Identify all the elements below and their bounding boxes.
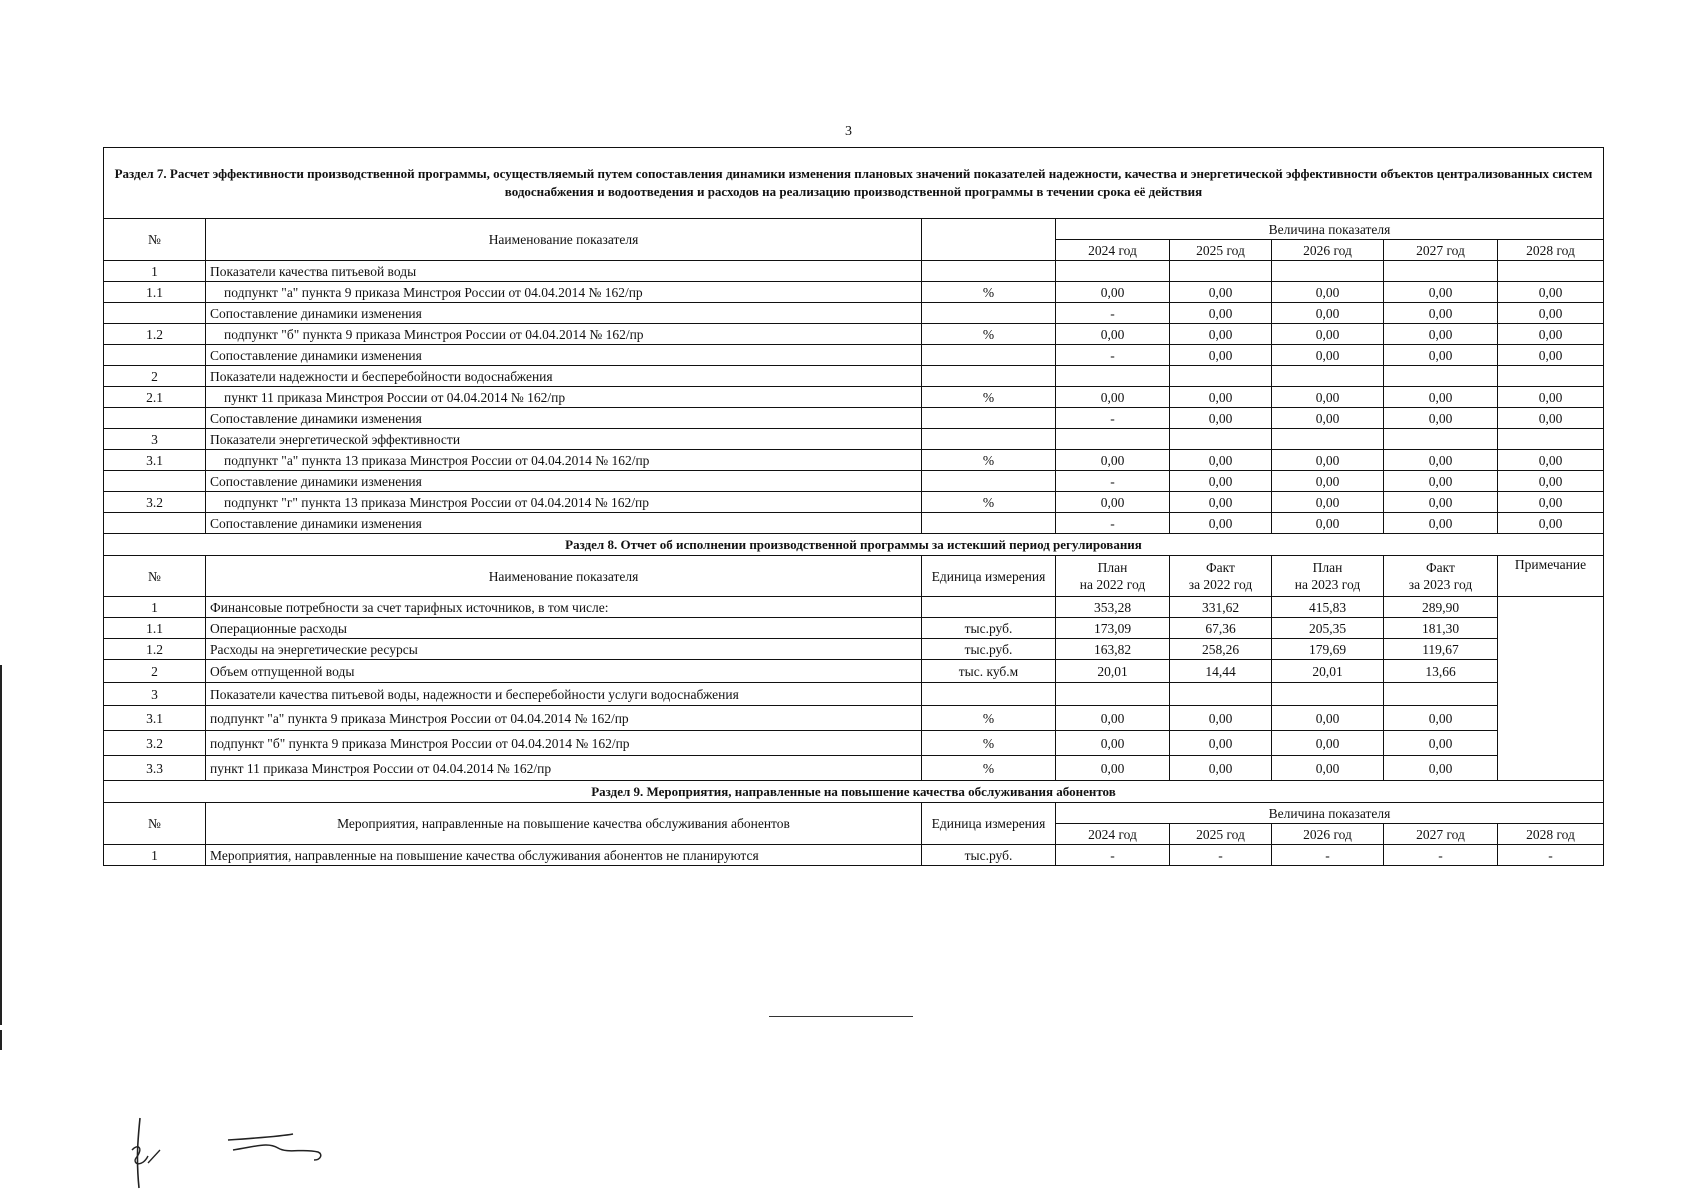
s8-row-unit: %: [922, 706, 1056, 731]
binding-margin-line: [0, 665, 2, 1025]
s8-row-value: 179,69: [1272, 639, 1384, 660]
s7-row-unit: [922, 345, 1056, 366]
s7-row-name: подпункт "а" пункта 9 приказа Минстроя России от 04.04.2014 № 162/пр: [206, 282, 922, 303]
closing-line: [769, 1016, 913, 1017]
s8-row-unit: [922, 597, 1056, 618]
s7-row-value: 0,00: [1272, 324, 1384, 345]
s8-fact-label-2: Факт: [1426, 560, 1455, 575]
s8-row-value: 289,90: [1384, 597, 1498, 618]
s7-row-value: [1272, 366, 1384, 387]
s9-year-0: 2024 год: [1056, 824, 1170, 845]
s8-row-no: 3.3: [104, 756, 206, 781]
s7-row-value: 0,00: [1272, 345, 1384, 366]
s7-table-row: [104, 429, 1604, 450]
s7-row-value: 0,00: [1384, 387, 1498, 408]
s7-row-value: [1170, 261, 1272, 282]
s8-row-no: 3.1: [104, 706, 206, 731]
s9-table-row: [104, 845, 1604, 866]
s8-row-unit: %: [922, 756, 1056, 781]
s7-row-value: 0,00: [1272, 471, 1384, 492]
s8-row-name: подпункт "б" пункта 9 приказа Минстроя России от 04.04.2014 № 162/пр: [206, 731, 922, 756]
report-table-frame: [103, 147, 1603, 866]
s7-col-value: Величина показателя: [1056, 219, 1604, 240]
s8-col-fact-2022: [1170, 556, 1272, 597]
handwritten-signature-marks: [118, 1098, 358, 1198]
s8-row-name: Операционные расходы: [206, 618, 922, 639]
s8-row-value: [1170, 683, 1272, 706]
s8-row-name: Финансовые потребности за счет тарифных источников, в том числе:: [206, 597, 922, 618]
s7-row-value: [1272, 261, 1384, 282]
s7-row-value: 0,00: [1384, 408, 1498, 429]
s7-col-no: №: [104, 219, 206, 261]
s8-row-value: 0,00: [1384, 731, 1498, 756]
s7-table-row: [104, 408, 1604, 429]
s7-row-no: 1: [104, 261, 206, 282]
s7-row-value: 0,00: [1170, 324, 1272, 345]
s7-row-value: [1498, 429, 1604, 450]
s8-row-value: 0,00: [1272, 731, 1384, 756]
s7-row-value: [1384, 366, 1498, 387]
s8-table-row: [104, 706, 1604, 731]
s7-table-row: [104, 513, 1604, 534]
s7-row-value: 0,00: [1056, 324, 1170, 345]
s7-table-row: [104, 471, 1604, 492]
s7-table-row: [104, 450, 1604, 471]
s7-row-value: 0,00: [1498, 450, 1604, 471]
s7-row-name: Показатели качества питьевой воды: [206, 261, 922, 282]
s8-col-plan-2022: [1056, 556, 1170, 597]
s8-row-value: 0,00: [1170, 706, 1272, 731]
s7-row-value: 0,00: [1170, 408, 1272, 429]
s7-row-no: 3.1: [104, 450, 206, 471]
s7-table-row: [104, 261, 1604, 282]
s8-row-value: 415,83: [1272, 597, 1384, 618]
s7-row-value: [1384, 261, 1498, 282]
s7-year-4: 2028 год: [1498, 240, 1604, 261]
s7-row-unit: %: [922, 450, 1056, 471]
s8-period-2022: на 2022 год: [1079, 577, 1146, 592]
s8-row-no: 1.1: [104, 618, 206, 639]
s7-row-value: [1498, 261, 1604, 282]
s9-row-value: -: [1384, 845, 1498, 866]
s7-table-row: [104, 492, 1604, 513]
page-number: 3: [845, 124, 852, 139]
binding-margin-mark: [0, 1030, 2, 1050]
s9-row-no: 1: [104, 845, 206, 866]
s7-row-unit: [922, 513, 1056, 534]
s7-table-row: [104, 303, 1604, 324]
s7-row-value: -: [1056, 513, 1170, 534]
s7-row-value: 0,00: [1384, 450, 1498, 471]
s7-row-no: [104, 471, 206, 492]
s7-row-value: 0,00: [1272, 387, 1384, 408]
s8-row-value: 353,28: [1056, 597, 1170, 618]
report-table-body: [104, 148, 1604, 866]
s7-row-name: Сопоставление динамики изменения: [206, 513, 922, 534]
s8-note-cell: [1498, 597, 1604, 781]
s8-col-unit: Единица измерения: [922, 556, 1056, 597]
s9-year-3: 2027 год: [1384, 824, 1498, 845]
s7-col-name: Наименование показателя: [206, 219, 922, 261]
s8-row-value: 0,00: [1272, 706, 1384, 731]
s7-row-value: -: [1056, 345, 1170, 366]
s7-row-value: 0,00: [1498, 387, 1604, 408]
s7-row-name: Показатели надежности и бесперебойности водоснабжения: [206, 366, 922, 387]
s8-row-no: 1: [104, 597, 206, 618]
s8-row-name: Показатели качества питьевой воды, надежности и бесперебойности услуги водоснабжения: [206, 683, 922, 706]
s8-row-value: 0,00: [1056, 731, 1170, 756]
s7-row-value: 0,00: [1272, 492, 1384, 513]
s9-col-value: Величина показателя: [1056, 803, 1604, 824]
s8-row-value: [1272, 683, 1384, 706]
s8-row-unit: тыс.руб.: [922, 639, 1056, 660]
s7-row-value: 0,00: [1498, 471, 1604, 492]
s7-row-value: [1056, 261, 1170, 282]
s8-col-plan-2023: [1272, 556, 1384, 597]
s7-row-no: 3.2: [104, 492, 206, 513]
s7-row-value: [1384, 429, 1498, 450]
s7-row-no: [104, 408, 206, 429]
s7-row-value: 0,00: [1384, 471, 1498, 492]
s8-plan-label-1: План: [1097, 560, 1128, 575]
s7-table-row: [104, 366, 1604, 387]
s7-row-value: 0,00: [1056, 450, 1170, 471]
s9-year-2: 2026 год: [1272, 824, 1384, 845]
s7-row-value: 0,00: [1384, 345, 1498, 366]
s8-table-row: [104, 756, 1604, 781]
s7-row-unit: %: [922, 324, 1056, 345]
s8-col-no: №: [104, 556, 206, 597]
s7-row-unit: [922, 429, 1056, 450]
s8-row-value: 20,01: [1272, 660, 1384, 683]
s8-row-unit: тыс. куб.м: [922, 660, 1056, 683]
s9-row-value: -: [1498, 845, 1604, 866]
s8-row-value: 181,30: [1384, 618, 1498, 639]
s8-col-fact-2023: [1384, 556, 1498, 597]
s7-row-value: -: [1056, 303, 1170, 324]
s8-row-unit: тыс.руб.: [922, 618, 1056, 639]
s8-row-no: 3.2: [104, 731, 206, 756]
s7-row-no: [104, 345, 206, 366]
s7-row-unit: [922, 261, 1056, 282]
s7-row-no: 1.2: [104, 324, 206, 345]
s8-row-value: [1056, 683, 1170, 706]
s8-row-unit: %: [922, 731, 1056, 756]
s8-period-2023: на 2023 год: [1294, 577, 1361, 592]
s8-row-name: подпункт "а" пункта 9 приказа Минстроя России от 04.04.2014 № 162/пр: [206, 706, 922, 731]
s7-row-value: 0,00: [1272, 408, 1384, 429]
s7-row-value: 0,00: [1170, 492, 1272, 513]
s8-table-row: [104, 639, 1604, 660]
s8-row-value: 0,00: [1384, 706, 1498, 731]
s8-row-value: 258,26: [1170, 639, 1272, 660]
s8-row-value: 14,44: [1170, 660, 1272, 683]
s8-plan-label-2: План: [1312, 560, 1343, 575]
s7-row-value: [1272, 429, 1384, 450]
s7-row-value: 0,00: [1498, 408, 1604, 429]
s9-row-name: Мероприятия, направленные на повышение качества обслуживания абонентов не планируются: [206, 845, 922, 866]
s8-row-value: 0,00: [1384, 756, 1498, 781]
s7-row-value: 0,00: [1056, 282, 1170, 303]
s8-row-value: 67,36: [1170, 618, 1272, 639]
s7-row-name: подпункт "г" пункта 13 приказа Минстроя России от 04.04.2014 № 162/пр: [206, 492, 922, 513]
s7-row-unit: [922, 303, 1056, 324]
report-table: [103, 147, 1604, 866]
s7-row-name: Сопоставление динамики изменения: [206, 471, 922, 492]
s7-row-name: Сопоставление динамики изменения: [206, 303, 922, 324]
s7-row-value: 0,00: [1170, 282, 1272, 303]
s7-row-value: 0,00: [1272, 282, 1384, 303]
s7-year-3: 2027 год: [1384, 240, 1498, 261]
s7-row-value: 0,00: [1498, 303, 1604, 324]
s8-row-value: 163,82: [1056, 639, 1170, 660]
s7-table-row: [104, 282, 1604, 303]
s7-row-name: подпункт "а" пункта 13 приказа Минстроя России от 04.04.2014 № 162/пр: [206, 450, 922, 471]
s9-year-4: 2028 год: [1498, 824, 1604, 845]
s7-row-no: 1.1: [104, 282, 206, 303]
s7-row-unit: [922, 408, 1056, 429]
s8-row-value: 0,00: [1056, 756, 1170, 781]
s7-row-no: [104, 303, 206, 324]
s7-row-unit: %: [922, 387, 1056, 408]
s8-row-no: 3: [104, 683, 206, 706]
s7-row-value: 0,00: [1056, 387, 1170, 408]
s7-row-value: 0,00: [1498, 345, 1604, 366]
s7-row-value: [1498, 366, 1604, 387]
s7-table-row: [104, 387, 1604, 408]
s7-row-value: -: [1056, 408, 1170, 429]
s9-row-value: -: [1056, 845, 1170, 866]
s8-table-row: [104, 618, 1604, 639]
s8-row-no: 1.2: [104, 639, 206, 660]
s7-row-value: [1056, 429, 1170, 450]
s7-row-unit: [922, 366, 1056, 387]
s8-row-name: Объем отпущенной воды: [206, 660, 922, 683]
s7-row-value: [1170, 366, 1272, 387]
s7-row-value: 0,00: [1498, 513, 1604, 534]
s8-row-value: 0,00: [1170, 731, 1272, 756]
s8-row-value: 0,00: [1056, 706, 1170, 731]
s7-row-value: 0,00: [1170, 471, 1272, 492]
s8-table-row: [104, 597, 1604, 618]
s9-col-name: Мероприятия, направленные на повышение качества обслуживания абонентов: [206, 803, 922, 845]
s8-row-value: [1384, 683, 1498, 706]
s7-table-row: [104, 345, 1604, 366]
s7-row-no: 2: [104, 366, 206, 387]
s8-period-2023-fact: за 2023 год: [1408, 577, 1473, 592]
s8-col-name: Наименование показателя: [206, 556, 922, 597]
s8-row-name: Расходы на энергетические ресурсы: [206, 639, 922, 660]
s7-row-value: 0,00: [1272, 450, 1384, 471]
s7-year-0: 2024 год: [1056, 240, 1170, 261]
s7-row-name: Сопоставление динамики изменения: [206, 408, 922, 429]
s8-row-value: 20,01: [1056, 660, 1170, 683]
s7-row-value: 0,00: [1498, 492, 1604, 513]
s9-row-value: -: [1170, 845, 1272, 866]
s8-row-value: 119,67: [1384, 639, 1498, 660]
s7-row-value: 0,00: [1384, 324, 1498, 345]
s7-row-name: подпункт "б" пункта 9 приказа Минстроя России от 04.04.2014 № 162/пр: [206, 324, 922, 345]
s8-table-row: [104, 683, 1604, 706]
s7-row-value: 0,00: [1384, 492, 1498, 513]
s8-col-note: Примечание: [1498, 556, 1604, 597]
s7-row-value: 0,00: [1056, 492, 1170, 513]
s7-row-no: [104, 513, 206, 534]
s8-period-2022-fact: за 2022 год: [1188, 577, 1253, 592]
s8-row-value: 13,66: [1384, 660, 1498, 683]
s7-row-value: 0,00: [1384, 282, 1498, 303]
s8-row-unit: [922, 683, 1056, 706]
s7-col-unit-empty: [922, 219, 1056, 261]
s8-row-value: 0,00: [1170, 756, 1272, 781]
s7-row-name: Сопоставление динамики изменения: [206, 345, 922, 366]
s8-fact-label-1: Факт: [1206, 560, 1235, 575]
s7-row-value: 0,00: [1170, 303, 1272, 324]
s8-row-no: 2: [104, 660, 206, 683]
s7-row-value: [1170, 429, 1272, 450]
section7-title: Раздел 7. Расчет эффективности производственной программы, осуществляемый путем сопоставления динамики изменения плановых значений показателей надежности, качества и энергетической эффективности объектов централизованных систем водоснабжения и водоотведения и расходов на реализацию производственной программы в течении срока её действия: [104, 148, 1604, 219]
s7-row-unit: [922, 471, 1056, 492]
s8-row-value: 205,35: [1272, 618, 1384, 639]
s7-row-value: 0,00: [1498, 282, 1604, 303]
s7-row-no: 3: [104, 429, 206, 450]
s8-row-name: пункт 11 приказа Минстроя России от 04.04.2014 № 162/пр: [206, 756, 922, 781]
s7-row-value: -: [1056, 471, 1170, 492]
s8-row-value: 173,09: [1056, 618, 1170, 639]
s7-row-value: 0,00: [1170, 345, 1272, 366]
s7-row-value: 0,00: [1272, 303, 1384, 324]
s8-row-value: 0,00: [1272, 756, 1384, 781]
section8-title: Раздел 8. Отчет об исполнении производственной программы за истекший период регулирования: [104, 534, 1604, 556]
s9-col-no: №: [104, 803, 206, 845]
s7-row-unit: %: [922, 492, 1056, 513]
s9-year-1: 2025 год: [1170, 824, 1272, 845]
s7-row-value: 0,00: [1170, 450, 1272, 471]
s8-row-value: 331,62: [1170, 597, 1272, 618]
s9-row-value: -: [1272, 845, 1384, 866]
s7-row-no: 2.1: [104, 387, 206, 408]
s7-row-value: 0,00: [1384, 513, 1498, 534]
section9-title: Раздел 9. Мероприятия, направленные на повышение качества обслуживания абонентов: [104, 781, 1604, 803]
s7-row-value: 0,00: [1272, 513, 1384, 534]
s7-row-name: Показатели энергетической эффективности: [206, 429, 922, 450]
s9-row-unit: тыс.руб.: [922, 845, 1056, 866]
s7-row-value: 0,00: [1384, 303, 1498, 324]
s7-row-value: [1056, 366, 1170, 387]
s7-year-2: 2026 год: [1272, 240, 1384, 261]
s7-row-value: 0,00: [1170, 387, 1272, 408]
s7-row-name: пункт 11 приказа Минстроя России от 04.04.2014 № 162/пр: [206, 387, 922, 408]
s7-row-unit: %: [922, 282, 1056, 303]
s7-table-row: [104, 324, 1604, 345]
s8-table-row: [104, 731, 1604, 756]
s7-row-value: 0,00: [1170, 513, 1272, 534]
s8-table-row: [104, 660, 1604, 683]
s7-row-value: 0,00: [1498, 324, 1604, 345]
s9-col-unit: Единица измерения: [922, 803, 1056, 845]
s7-year-1: 2025 год: [1170, 240, 1272, 261]
